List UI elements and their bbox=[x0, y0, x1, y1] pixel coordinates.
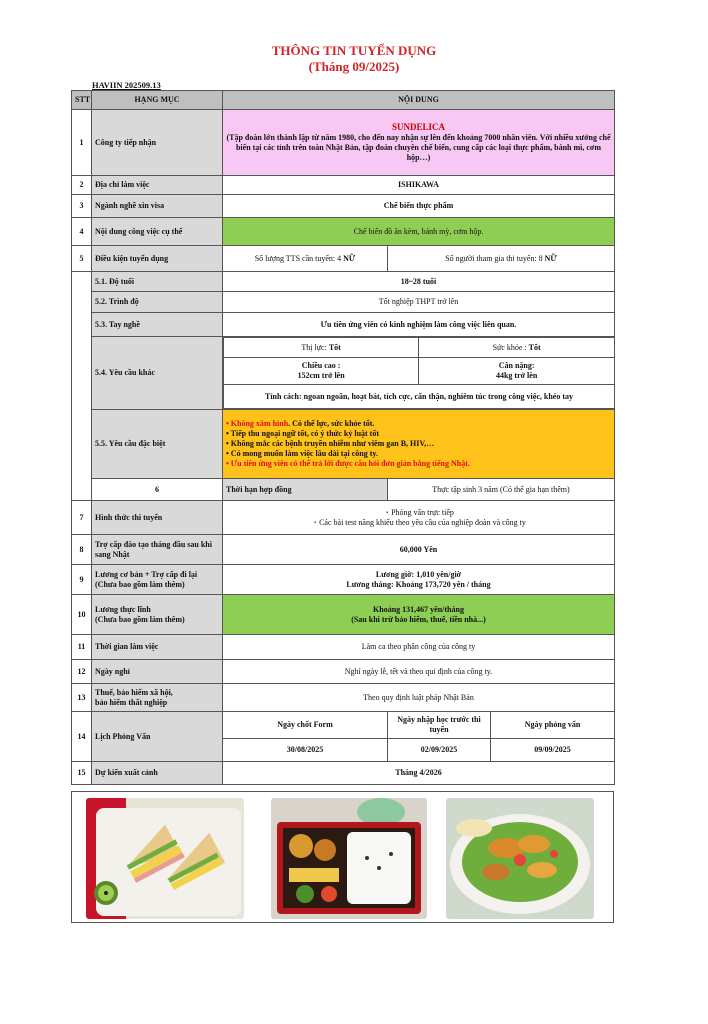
contract-term: Thực tập sinh 3 năm (Có thể gia hạn thêm) bbox=[388, 479, 615, 501]
row-label bbox=[92, 684, 223, 712]
col-stt: STT bbox=[72, 91, 92, 110]
col-content: NỘI DUNG bbox=[223, 91, 615, 110]
weight-value: 44kg trở lên bbox=[495, 371, 538, 380]
working-hours: Làm ca theo phân công của công ty bbox=[223, 635, 615, 660]
education-level: Tốt nghiệp THPT trở lên bbox=[223, 292, 615, 313]
health-value: Tốt bbox=[528, 342, 541, 352]
page-subtitle-month: (Tháng 09/2025) bbox=[308, 59, 400, 74]
row-number: 9 bbox=[72, 565, 92, 595]
table-row bbox=[72, 684, 615, 712]
bento-box-photo bbox=[271, 798, 427, 919]
table-row bbox=[72, 246, 615, 272]
table-row bbox=[72, 501, 615, 535]
row-number: 15 bbox=[72, 762, 92, 785]
trainee-gender: NỮ bbox=[343, 253, 356, 263]
weight bbox=[419, 358, 614, 385]
health-label: Sức khỏe : bbox=[492, 342, 529, 352]
special-req-line: • Ưu tiên ứng viên có thể trả lời được câu hỏi đơn giản bằng tiếng Nhật. bbox=[226, 459, 470, 468]
row-number: 3 bbox=[72, 195, 92, 218]
table-row bbox=[72, 218, 615, 246]
row-label: 5.4. Yêu cầu khác bbox=[92, 337, 223, 410]
net-salary-note: (Sau khi trừ bảo hiểm, thuế, tiền nhà...) bbox=[351, 614, 486, 624]
eyesight bbox=[224, 338, 419, 358]
schedule-header: Ngày phỏng vấn bbox=[491, 712, 615, 739]
fried-food-salad-photo bbox=[446, 798, 594, 919]
table-row bbox=[72, 195, 615, 218]
row-label-line: Thuế, bảo hiểm xã hội, bbox=[95, 687, 173, 697]
company-name: SUNDELICA bbox=[391, 121, 445, 132]
table-row bbox=[72, 535, 615, 565]
exam-format bbox=[223, 501, 615, 535]
net-salary-amount: Khoảng 131,467 yên/tháng bbox=[373, 604, 464, 614]
table-row bbox=[72, 635, 615, 660]
candidate-quota-text: Số người tham gia thi tuyển: 8 bbox=[445, 253, 545, 263]
eyesight-label: Thị lực: bbox=[301, 342, 329, 352]
row-label: Điều kiện tuyển dụng bbox=[92, 246, 223, 272]
table-row bbox=[72, 110, 615, 176]
other-requirements bbox=[223, 337, 615, 410]
row-label: 5.5. Yêu cầu đặc biệt bbox=[92, 410, 223, 479]
company-cell bbox=[223, 110, 615, 176]
row-number: 14 bbox=[72, 712, 92, 762]
height-label: Chiều cao : bbox=[301, 361, 341, 370]
special-req-line-rest: . Có thể lực, sức khỏe tốt. bbox=[288, 419, 375, 428]
row-label: Lịch Phỏng Vấn bbox=[92, 712, 223, 762]
visa-field: Chế biến thực phẩm bbox=[223, 195, 615, 218]
interview-date: 09/09/2025 bbox=[491, 739, 615, 762]
food-photos bbox=[71, 791, 614, 923]
skill-requirement: Ưu tiên ứng viên có kinh nghiệm làm công việc liên quan. bbox=[223, 313, 615, 337]
table-row bbox=[72, 660, 615, 684]
row-number: 7 bbox=[72, 501, 92, 535]
no-tattoo-text: • Không xăm hình bbox=[226, 419, 289, 428]
trainee-quota bbox=[223, 246, 388, 272]
table-row bbox=[72, 595, 615, 635]
row-label-line: Lương thực lĩnh bbox=[95, 604, 151, 614]
departure-date: Tháng 4/2026 bbox=[223, 762, 615, 785]
special-req-line: • Có mong muốn làm việc lâu dài tại công ty. bbox=[226, 449, 378, 458]
row-number: 8 bbox=[72, 535, 92, 565]
row-label-line: bảo hiểm thất nghiệp bbox=[95, 697, 168, 707]
exam-format-line: ・Các bài test năng khiếu theo yêu cầu của nghiệp đoàn và công ty bbox=[311, 517, 526, 527]
company-description: (Tập đoàn lớn thành lập từ năm 1980, cho đến nay nhận sự lên đến khoảng 7000 nhân viên. Với nhiều xưởng chế biến tại các tỉnh trên toàn Nhật Bản, tập đoàn chuyên chế biến, cung cấp các loại thực phẩm, bánh mì, cơm hộp…) bbox=[226, 133, 611, 163]
personality: Tính cách: ngoan ngoãn, hoạt bát, tích cực, cẩn thận, nghiêm túc trong công việc, khéo tay bbox=[224, 385, 615, 409]
net-salary bbox=[223, 595, 615, 635]
row-label-line: (Chưa bao gồm làm thêm) bbox=[95, 614, 185, 624]
special-req-line bbox=[226, 419, 611, 429]
form-deadline: 30/08/2025 bbox=[223, 739, 388, 762]
height-value: 152cm trở lên bbox=[297, 371, 345, 380]
row-label bbox=[92, 595, 223, 635]
weight-label: Cân nặng: bbox=[498, 361, 535, 370]
exam-format-line: ・Phỏng vấn trực tiếp bbox=[383, 507, 454, 517]
eyesight-value: Tốt bbox=[328, 342, 341, 352]
insurance: Theo quy định luật pháp Nhật Bản bbox=[223, 684, 615, 712]
row-number: 1 bbox=[72, 110, 92, 176]
row-number: 5 bbox=[72, 246, 92, 272]
table-row bbox=[72, 479, 615, 501]
row-number: 12 bbox=[72, 660, 92, 684]
schedule-header: Ngày nhập học trước thi tuyển bbox=[388, 712, 491, 739]
special-req-line: • Tiếp thu ngoại ngữ tốt, có ý thức kỷ luật tốt bbox=[226, 429, 380, 438]
candidate-quota bbox=[388, 246, 615, 272]
work-address: ISHIKAWA bbox=[223, 176, 615, 195]
row-label: 5.3. Tay nghề bbox=[92, 313, 223, 337]
table-row bbox=[72, 272, 615, 292]
recruitment-table bbox=[71, 90, 615, 785]
row-number: 13 bbox=[72, 684, 92, 712]
row-number: 10 bbox=[72, 595, 92, 635]
job-description: Chế biến đồ ăn kèm, bánh mỳ, cơm hộp. bbox=[223, 218, 615, 246]
table-row bbox=[72, 337, 615, 410]
row-label: Trợ cấp đào tạo tháng đầu sau khi sang Nhật bbox=[92, 535, 223, 565]
page-title: THÔNG TIN TUYỂN DỤNG bbox=[271, 43, 437, 58]
document-code: HAVIIN 202509.13 bbox=[92, 80, 161, 90]
special-requirements bbox=[223, 410, 615, 479]
row-label-line: (Chưa bao gồm làm thêm) bbox=[95, 579, 185, 589]
row-label-line: Lương cơ bản + Trợ cấp đi lại bbox=[95, 569, 198, 579]
trainee-quota-text: Số lượng TTS cần tuyển: 4 bbox=[254, 253, 344, 263]
days-off: Nghỉ ngày lễ, tết và theo qui định của công ty. bbox=[223, 660, 615, 684]
row-label: Nội dung công việc cụ thể bbox=[92, 218, 223, 246]
row-label: Thời hạn hợp đồng bbox=[223, 479, 388, 501]
candidate-gender: NỮ bbox=[544, 253, 557, 263]
row-number: 11 bbox=[72, 635, 92, 660]
row-label: 5.2. Trình độ bbox=[92, 292, 223, 313]
table-row bbox=[72, 712, 615, 739]
sandwich-photo bbox=[86, 798, 244, 919]
row-number: 6 bbox=[92, 479, 223, 501]
schedule-header: Ngày chốt Form bbox=[223, 712, 388, 739]
pre-exam-enrollment: 02/09/2025 bbox=[388, 739, 491, 762]
row-number: 2 bbox=[72, 176, 92, 195]
table-row bbox=[72, 410, 615, 479]
table-row bbox=[72, 565, 615, 595]
other-requirements-grid bbox=[223, 337, 614, 409]
row-label: Hình thức thi tuyển bbox=[92, 501, 223, 535]
row-label: Địa chỉ làm việc bbox=[92, 176, 223, 195]
row-label: Công ty tiếp nhận bbox=[92, 110, 223, 176]
row-label bbox=[92, 565, 223, 595]
sub-rows-spacer bbox=[72, 272, 92, 501]
height bbox=[224, 358, 419, 385]
row-label: Dự kiến xuất cảnh bbox=[92, 762, 223, 785]
row-number: 4 bbox=[72, 218, 92, 246]
table-header-row bbox=[72, 91, 615, 110]
special-req-line: • Không mắc các bệnh truyền nhiễm như viêm gan B, HIV,… bbox=[226, 439, 435, 448]
training-allowance: 60,000 Yên bbox=[223, 535, 615, 565]
table-row bbox=[72, 313, 615, 337]
base-salary bbox=[223, 565, 615, 595]
row-label: Ngày nghỉ bbox=[92, 660, 223, 684]
row-label: Thời gian làm việc bbox=[92, 635, 223, 660]
row-label: 5.1. Độ tuổi bbox=[92, 272, 223, 292]
table-row bbox=[72, 176, 615, 195]
monthly-wage: Lương tháng: Khoảng 173,720 yên / tháng bbox=[346, 579, 491, 589]
age-range: 18~28 tuổi bbox=[223, 272, 615, 292]
health bbox=[419, 338, 614, 358]
table-row bbox=[72, 762, 615, 785]
col-item: HẠNG MỤC bbox=[92, 91, 223, 110]
row-label: Ngành nghề xin visa bbox=[92, 195, 223, 218]
table-row bbox=[72, 292, 615, 313]
hourly-wage: Lương giờ: 1,010 yên/giờ bbox=[375, 569, 462, 579]
